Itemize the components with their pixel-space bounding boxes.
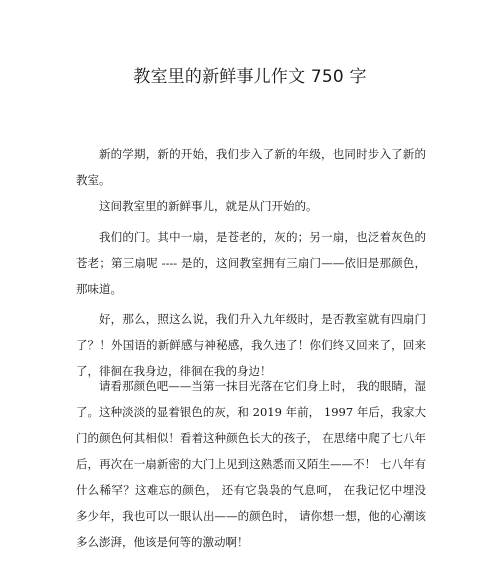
document-title: 教室里的新鲜事儿作文 750 字 — [133, 67, 367, 87]
paragraph-5: 请看那颜色吧——当第一抹目光落在它们身上时， 我的眼睛，湿了。这种淡淡的显着银色的灰，和 2019 年前， 1997 年后，我家大门的颜色何其相似！看着这种颜色长大的孩子， 在思绪中爬了七八年后，再次在一扇新密的大门上见到这熟悉而又陌生——不！ 七八年有什么稀罕？这难忘的颜色， 还有它袅袅的气息呵， 在我记忆中埋没多少年，我也可以一眼认出——的颜色时， 请你想一想，他的心潮该多么澎湃，他该是何等的激动啊！ — [76, 379, 426, 549]
paragraph-4: 好，那么，照这么说，我们升入九年级时，是否教室就有四扇门了？！外国语的新鲜感与神秘感，我久违了！你们终又回来了，回来了，徘徊在我身边，徘徊在我的身边！ — [76, 312, 426, 378]
paragraph-2: 这间教室里的新鲜事儿，就是从门开始的。 — [99, 199, 318, 213]
paragraph-1: 新的学期，新的开始，我们步入了新的年级，也同时步入了新的教室。 — [76, 147, 426, 187]
paragraph-3: 我们的门。其中一扇，是苍老的，灰的；另一扇，也泛着灰色的苍老；第三扇呢 ---- 是的，这间教室拥有三扇门——依旧是那颜色，那味道。 — [76, 230, 426, 296]
